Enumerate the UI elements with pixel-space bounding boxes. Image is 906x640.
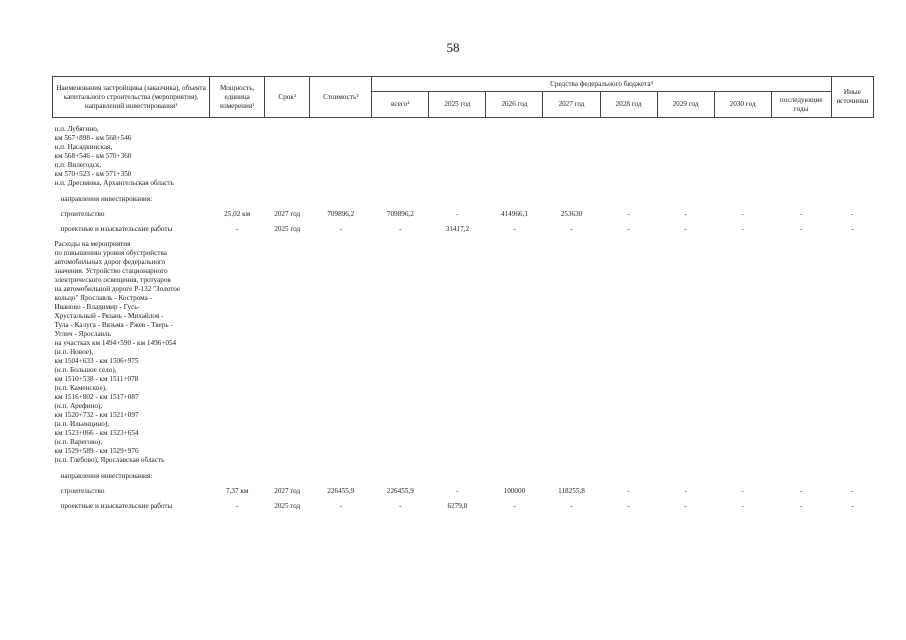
object-name-line: (н.п. Варегово),	[54, 438, 103, 446]
object-name	[53, 125, 874, 188]
object-name-line: км 1510+538 - км 1511+078	[54, 375, 139, 383]
cell-capacity: -	[235, 225, 239, 233]
spacer-cell	[53, 118, 874, 126]
object-name-line: км 567+898 - км 568+546	[54, 134, 132, 142]
cell-cost: -	[339, 502, 342, 510]
cell-y2026: 414966,1	[500, 210, 528, 218]
header-2027: 2027 год	[543, 92, 600, 118]
row-name: строительство	[60, 487, 105, 495]
cell-term: 2025 год	[274, 225, 301, 233]
object-name-line: км 1529+589 - км 1529+976	[54, 447, 139, 455]
cell-total: 226455,9	[386, 487, 414, 495]
object-name-line: Углич - Ярославль	[54, 330, 111, 338]
object-name-line: н.п. Дресвянка, Архангельская область	[54, 179, 174, 187]
header-2029: 2029 год	[657, 92, 714, 118]
cell-y2029: -	[684, 225, 687, 233]
spacer-cell	[53, 465, 874, 472]
cell-y2027: 253630	[560, 210, 583, 218]
table-body	[53, 118, 874, 512]
object-name-line: (н.п. Новое),	[54, 348, 94, 356]
cell-capacity: -	[235, 502, 239, 510]
object-name	[53, 240, 874, 465]
cell-other: -	[851, 502, 854, 510]
header-other: Иные источники	[831, 77, 873, 118]
table-header	[53, 77, 874, 118]
row-name: проектные и изыскательские работы	[60, 225, 173, 233]
table-row	[53, 225, 874, 234]
table-row	[53, 502, 874, 511]
cell-y2029: -	[684, 210, 687, 218]
directions-row	[53, 472, 874, 481]
spacer-row	[53, 188, 874, 195]
object-name-line: Расходы на мероприятия	[54, 240, 131, 248]
cell-later: -	[800, 225, 803, 233]
cell-y2030: -	[741, 225, 744, 233]
object-name-line: на автомобильной дороге Р-132 "Золотое	[54, 285, 181, 293]
cell-cost: 709896,2	[327, 210, 355, 218]
table-row	[53, 487, 874, 496]
header-cost: Стоимость³	[310, 77, 372, 118]
cell-other: -	[851, 225, 854, 233]
object-name-line: кольцо" Ярославль - Кострома -	[54, 294, 152, 302]
cell-total: -	[399, 502, 402, 510]
cell-y2026: 100000	[503, 487, 526, 495]
header-federal: Средства федерального бюджета⁴	[372, 77, 832, 92]
cell-y2025: 31417,2	[445, 225, 470, 233]
row-name: проектные и изыскательские работы	[60, 502, 173, 510]
spacer-row	[53, 118, 874, 126]
object-name-line: н.п. Лубягино,	[54, 125, 99, 133]
directions-label: направления инвестирования:	[60, 472, 153, 480]
object-name-line: электрического освещения, тротуаров	[54, 276, 171, 284]
object-name-line: км 1520+732 - км 1521+097	[54, 411, 139, 419]
header-2030: 2030 год	[714, 92, 771, 118]
directions-label: направления инвестирования:	[60, 195, 153, 203]
cell-y2025: -	[456, 487, 459, 495]
object-name-line: на участках км 1494+590 - км 1496+054	[54, 339, 177, 347]
cell-y2025: -	[456, 210, 459, 218]
header-name: Наименования застройщика (заказчика), объекта капитального строительства (мероприятия), направлений инвестирования¹	[53, 77, 210, 118]
object-name-line: автомобильных дорог федерального	[54, 258, 166, 266]
cell-y2029: -	[684, 487, 687, 495]
object-name-line: Хрустальный - Рязань - Михайлов -	[54, 312, 164, 320]
cell-term: 2027 год	[274, 210, 301, 218]
cell-y2026: -	[513, 502, 516, 510]
cell-other: -	[851, 487, 854, 495]
object-name-line: (н.п. Большое село),	[54, 366, 117, 374]
object-name-line: (н.п. Арефино),	[54, 402, 103, 410]
cell-y2028: -	[627, 210, 630, 218]
object-name-line: (н.п. Глебово), Ярославская область	[54, 456, 165, 464]
cell-y2030: -	[741, 487, 744, 495]
cell-later: -	[800, 210, 803, 218]
cell-other: -	[851, 210, 854, 218]
object-name-line: Тула - Калуга - Вязьма - Ржев - Тверь -	[54, 321, 173, 329]
object-name-line: н.п. Насадкинская,	[54, 143, 113, 151]
cell-y2028: -	[627, 225, 630, 233]
cell-total: 709896,2	[386, 210, 414, 218]
page-number: 58	[446, 40, 460, 55]
object-name-line: км 1523+066 - км 1523+654	[54, 429, 139, 437]
object-name-line: значения. Устройство стационарного	[54, 267, 168, 275]
cell-capacity: 7,37 км	[225, 487, 249, 495]
header-total: всего⁴	[372, 92, 429, 118]
object-row	[53, 125, 874, 188]
object-name-line: км 1516+802 - км 1517+087	[54, 393, 139, 401]
cell-y2028: -	[627, 502, 630, 510]
cell-total: -	[399, 225, 402, 233]
header-term: Срок²	[265, 77, 310, 118]
object-name-line: (н.п. Ильинцино),	[54, 420, 110, 428]
object-name-line: п.п. Вилегодск,	[54, 161, 102, 169]
cell-term: 2025 год	[274, 502, 301, 510]
cell-y2029: -	[684, 502, 687, 510]
object-name-line: по повышению уровня обустройства	[54, 249, 167, 257]
header-capacity: Мощность, единица измерения¹	[210, 77, 265, 118]
directions-row	[53, 195, 874, 204]
cell-y2028: -	[627, 487, 630, 495]
header-2025: 2025 год	[429, 92, 486, 118]
cell-later: -	[800, 502, 803, 510]
spacer-cell	[53, 188, 874, 195]
object-row	[53, 240, 874, 465]
row-name: строительство	[60, 210, 105, 218]
cell-y2030: -	[741, 210, 744, 218]
investment-table	[52, 76, 874, 511]
cell-term: 2027 год	[274, 487, 301, 495]
cell-y2027: 118255,8	[558, 487, 585, 495]
cell-y2030: -	[741, 502, 744, 510]
object-name-line: км 1504+633 - км 1506+975	[54, 357, 139, 365]
object-name-line: Иваново - Владимир - Гусь-	[54, 303, 140, 311]
header-later: последующие годы	[771, 92, 831, 118]
object-name-line: (н.п. Каменское),	[54, 384, 107, 392]
object-name-line: км 570+523 - км 571+350	[54, 170, 132, 178]
cell-capacity: 25,02 км	[224, 210, 251, 218]
header-2026: 2026 год	[486, 92, 543, 118]
spacer-row	[53, 465, 874, 472]
table-row	[53, 210, 874, 219]
cell-y2025: 6279,8	[447, 502, 468, 510]
cell-cost: -	[339, 225, 342, 233]
cell-cost: 226455,9	[327, 487, 355, 495]
cell-y2027: -	[570, 502, 573, 510]
header-2028: 2028 год	[600, 92, 657, 118]
cell-y2026: -	[513, 225, 516, 233]
cell-y2027: -	[570, 225, 573, 233]
cell-later: -	[800, 487, 803, 495]
object-name-line: км 568+546 - км 570+360	[54, 152, 132, 160]
